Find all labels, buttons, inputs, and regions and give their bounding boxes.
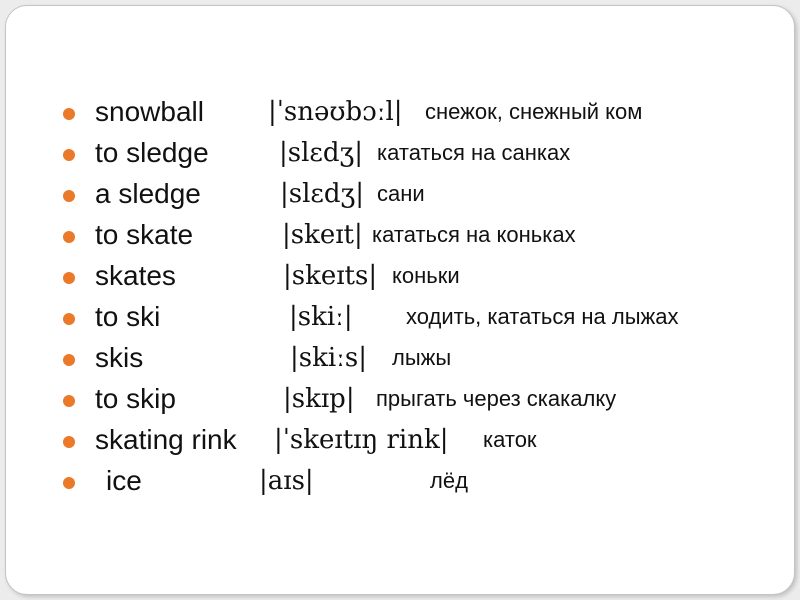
vocab-translation: лыжы: [392, 345, 452, 370]
vocab-translation: лёд: [430, 468, 468, 493]
vocab-word: skates: [95, 260, 176, 291]
bullet-icon: [63, 354, 75, 366]
vocab-word: a sledge: [95, 178, 201, 209]
vocab-translation: кататься на санках: [377, 140, 571, 165]
bullet-icon: [63, 395, 75, 407]
vocab-word: skis: [95, 342, 144, 373]
vocab-item: [6, 217, 786, 253]
bullet-icon: [63, 149, 75, 161]
bullet-icon: [63, 272, 75, 284]
vocab-transcription: |skeɪt|: [282, 220, 363, 250]
vocab-item: [6, 135, 786, 171]
vocab-translation: кататься на коньках: [372, 222, 576, 247]
vocab-translation: сани: [377, 181, 425, 206]
vocab-item: [6, 258, 786, 294]
vocab-item: [6, 422, 786, 458]
vocab-transcription: |skeɪts|: [283, 261, 378, 291]
vocab-word: ice: [106, 465, 142, 496]
vocab-item: [6, 463, 786, 499]
vocab-transcription: |skiː|: [289, 302, 353, 332]
vocab-translation: коньки: [392, 263, 460, 288]
vocab-word: skating rink: [95, 424, 237, 455]
vocab-item: [6, 299, 786, 335]
vocab-transcription: |skiːs|: [290, 343, 368, 373]
bullet-icon: [63, 436, 75, 448]
vocab-transcription: |skɪp|: [283, 384, 355, 414]
bullet-icon: [63, 477, 75, 489]
vocab-word: to skate: [95, 219, 194, 250]
slide-frame: [5, 5, 795, 595]
vocab-transcription: |ˈsnəʊbɔːl|: [268, 97, 403, 127]
vocab-word: snowball: [95, 96, 204, 127]
bullet-icon: [63, 108, 75, 120]
bullet-icon: [63, 190, 75, 202]
vocab-item: [6, 340, 786, 376]
vocab-item: [6, 381, 786, 417]
vocab-item: [6, 176, 786, 212]
vocab-transcription: |aɪs|: [259, 466, 314, 496]
vocab-transcription: |slɛdʒ|: [279, 138, 363, 168]
vocab-translation: ходить, кататься на лыжах: [406, 304, 679, 329]
vocab-word: to ski: [95, 301, 161, 332]
vocab-item: [6, 94, 786, 130]
vocab-translation: прыгать через скакалку: [376, 386, 617, 411]
bullet-icon: [63, 313, 75, 325]
bullet-icon: [63, 231, 75, 243]
vocab-transcription: |ˈskeɪtɪŋ rink|: [274, 425, 449, 455]
vocab-word: to sledge: [95, 137, 209, 168]
vocab-translation: каток: [483, 427, 537, 452]
vocab-translation: снежок, снежный ком: [425, 99, 643, 124]
vocab-transcription: |slɛdʒ|: [280, 179, 364, 209]
vocab-word: to skip: [95, 383, 176, 414]
